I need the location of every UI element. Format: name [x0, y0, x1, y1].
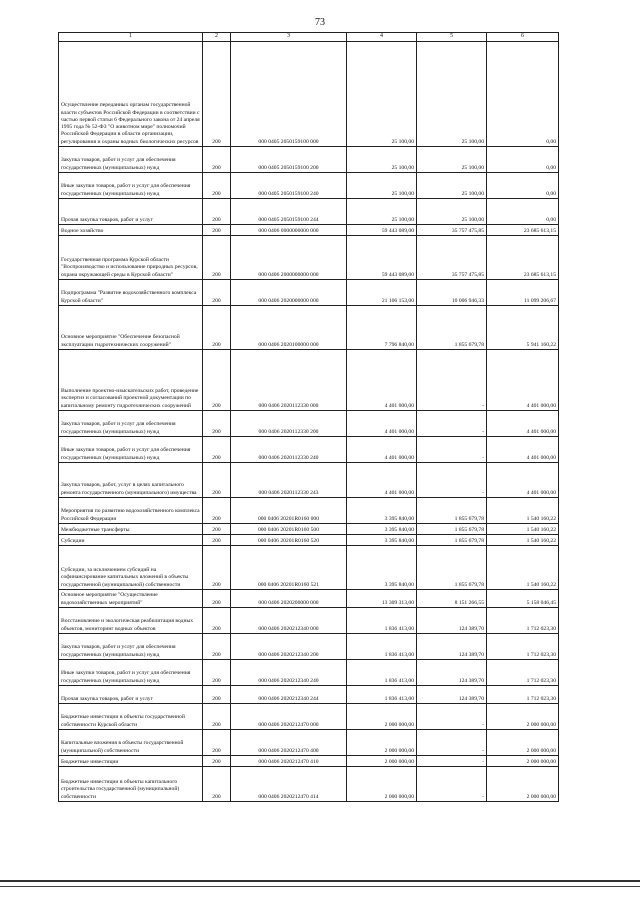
row-executed-cell: -: [417, 437, 487, 463]
row-kbk-cell: 000 0406 2020212340 000: [231, 608, 347, 634]
table-row: [59, 350, 559, 411]
row-executed-cell: -: [417, 730, 487, 756]
row-executed-cell: 124 389,70: [417, 634, 487, 660]
row-kbk-cell: 000 0406 2020112330 243: [231, 463, 347, 498]
row-name-cell: Иные закупки товаров, работ и услуг для обеспечения государственных (муниципальных) нужд: [59, 437, 203, 463]
row-kbk-cell: 000 0405 2050159100 000: [231, 42, 347, 147]
row-name-cell: Закупка товаров, работ и услуг для обеспечения государственных (муниципальных) нужд: [59, 634, 203, 660]
row-remaining-cell: 0,00: [487, 147, 559, 173]
row-remaining-cell: 0,00: [487, 42, 559, 147]
row-code-cell: 200: [203, 236, 231, 280]
table-header-row: [59, 33, 559, 42]
row-planned-cell: 4 401 000,00: [347, 411, 417, 437]
row-remaining-cell: 11 099 206,67: [487, 280, 559, 306]
row-kbk-cell: 000 0406 2020112330 240: [231, 437, 347, 463]
row-remaining-cell: 1 712 023,30: [487, 634, 559, 660]
row-planned-cell: 1 836 413,00: [347, 634, 417, 660]
row-remaining-cell: 2 000 000,00: [487, 704, 559, 730]
page-number: 73: [315, 17, 325, 28]
row-kbk-cell: 000 0406 2020212470 400: [231, 730, 347, 756]
row-planned-cell: 25 100,00: [347, 42, 417, 147]
row-name-cell: Выполнение проектно-изыскательских работ, проведение экспертиз и согласований проектной документации по капитальному ремонту гидротехнических сооружений: [59, 350, 203, 411]
row-kbk-cell: 000 0406 20201R0160 000: [231, 498, 347, 524]
table-row: [59, 634, 559, 660]
row-remaining-cell: 0,00: [487, 173, 559, 199]
row-remaining-cell: 0,00: [487, 199, 559, 225]
row-planned-cell: 3 395 840,00: [347, 498, 417, 524]
table-row: [59, 608, 559, 634]
row-kbk-cell: 000 0406 2020212340 240: [231, 660, 347, 686]
row-kbk-cell: 000 0406 2020212470 414: [231, 767, 347, 802]
row-name-cell: Мероприятия по развитию водохозяйственного комплекса Российской Федерации: [59, 498, 203, 524]
row-executed-cell: -: [417, 411, 487, 437]
row-remaining-cell: 1 540 160,22: [487, 535, 559, 546]
row-code-cell: 200: [203, 608, 231, 634]
row-name-cell: Основное мероприятие "Обеспечение безопасной эксплуатации гидротехнических сооружений": [59, 306, 203, 350]
table-row: [59, 590, 559, 608]
row-kbk-cell: 000 0406 2020100000 000: [231, 306, 347, 350]
row-planned-cell: 2 000 000,00: [347, 767, 417, 802]
row-planned-cell: 3 395 840,00: [347, 524, 417, 535]
column-header: 6: [487, 33, 559, 42]
row-code-cell: 200: [203, 437, 231, 463]
row-kbk-cell: 000 0405 2050159100 244: [231, 199, 347, 225]
row-kbk-cell: 000 0406 20201R0160 520: [231, 535, 347, 546]
table-row: [59, 463, 559, 498]
row-planned-cell: 1 836 413,00: [347, 686, 417, 704]
row-name-cell: Подпрограмма "Развитие водохозяйственного комплекса Курской области": [59, 280, 203, 306]
row-executed-cell: 1 855 679,78: [417, 524, 487, 535]
row-kbk-cell: 000 0406 2020200000 000: [231, 590, 347, 608]
row-remaining-cell: 23 685 613,15: [487, 236, 559, 280]
row-name-cell: Прочая закупка товаров, работ и услуг: [59, 199, 203, 225]
row-name-cell: Прочая закупка товаров, работ и услуг: [59, 686, 203, 704]
table-row: [59, 535, 559, 546]
row-name-cell: Бюджетные инвестиции в объекты капитального строительства государственной (муниципальной) собственности: [59, 767, 203, 802]
row-executed-cell: 8 151 266,55: [417, 590, 487, 608]
row-executed-cell: 1 855 679,78: [417, 535, 487, 546]
row-executed-cell: 25 100,00: [417, 199, 487, 225]
row-kbk-cell: 000 0406 2020000000 000: [231, 280, 347, 306]
row-remaining-cell: 1 540 160,22: [487, 498, 559, 524]
table-row: [59, 173, 559, 199]
row-kbk-cell: 000 0406 2020212340 244: [231, 686, 347, 704]
row-planned-cell: 4 401 000,00: [347, 463, 417, 498]
column-header: 2: [203, 33, 231, 42]
row-code-cell: 200: [203, 498, 231, 524]
row-kbk-cell: 000 0406 0000000000 000: [231, 225, 347, 236]
row-planned-cell: 59 443 089,00: [347, 236, 417, 280]
row-code-cell: 200: [203, 280, 231, 306]
row-executed-cell: 1 855 679,78: [417, 306, 487, 350]
row-code-cell: 200: [203, 42, 231, 147]
row-remaining-cell: 23 685 613,15: [487, 225, 559, 236]
row-code-cell: 200: [203, 634, 231, 660]
row-name-cell: Субсидии: [59, 535, 203, 546]
row-code-cell: 200: [203, 463, 231, 498]
table-row: [59, 411, 559, 437]
table-row: [59, 42, 559, 147]
row-name-cell: Капитальные вложения в объекты государственной (муниципальной) собственности: [59, 730, 203, 756]
row-executed-cell: -: [417, 350, 487, 411]
row-executed-cell: 35 757 475,85: [417, 225, 487, 236]
row-code-cell: 200: [203, 730, 231, 756]
row-planned-cell: 7 796 840,00: [347, 306, 417, 350]
table-row: [59, 498, 559, 524]
row-code-cell: 200: [203, 411, 231, 437]
column-header: 3: [231, 33, 347, 42]
table-row: [59, 236, 559, 280]
row-kbk-cell: 000 0406 2020112330 000: [231, 350, 347, 411]
row-code-cell: 200: [203, 535, 231, 546]
row-code-cell: 200: [203, 147, 231, 173]
row-name-cell: Бюджетные инвестиции: [59, 756, 203, 767]
row-remaining-cell: 2 000 000,00: [487, 756, 559, 767]
row-planned-cell: 1 836 413,00: [347, 608, 417, 634]
row-remaining-cell: 4 401 000,00: [487, 411, 559, 437]
row-executed-cell: 1 855 679,78: [417, 498, 487, 524]
row-executed-cell: -: [417, 463, 487, 498]
table-row: [59, 225, 559, 236]
row-planned-cell: 2 000 000,00: [347, 730, 417, 756]
row-name-cell: Иные закупки товаров, работ и услуг для обеспечения государственных (муниципальных) нужд: [59, 660, 203, 686]
table-row: [59, 437, 559, 463]
row-code-cell: 200: [203, 199, 231, 225]
row-remaining-cell: 4 401 000,00: [487, 463, 559, 498]
row-planned-cell: 25 100,00: [347, 199, 417, 225]
table-row: [59, 704, 559, 730]
row-remaining-cell: 1 712 023,30: [487, 608, 559, 634]
row-executed-cell: 10 006 946,33: [417, 280, 487, 306]
row-kbk-cell: 000 0406 2020112330 200: [231, 411, 347, 437]
table-row: [59, 756, 559, 767]
table-row: [59, 306, 559, 350]
row-executed-cell: 25 100,00: [417, 42, 487, 147]
table-row: [59, 280, 559, 306]
row-name-cell: Закупка товаров, работ и услуг для обеспечения государственных (муниципальных) нужд: [59, 147, 203, 173]
column-header: 1: [59, 33, 203, 42]
row-code-cell: 200: [203, 660, 231, 686]
row-name-cell: Иные закупки товаров, работ и услуг для обеспечения государственных (муниципальных) нужд: [59, 173, 203, 199]
row-executed-cell: 25 100,00: [417, 147, 487, 173]
row-remaining-cell: 2 000 000,00: [487, 767, 559, 802]
row-planned-cell: 2 000 000,00: [347, 704, 417, 730]
row-kbk-cell: 000 0406 20201R0160 500: [231, 524, 347, 535]
row-executed-cell: -: [417, 704, 487, 730]
table-row: [59, 686, 559, 704]
row-code-cell: 200: [203, 225, 231, 236]
row-executed-cell: 124 389,70: [417, 660, 487, 686]
row-executed-cell: 124 389,70: [417, 686, 487, 704]
row-planned-cell: 25 100,00: [347, 173, 417, 199]
row-remaining-cell: 4 401 000,00: [487, 437, 559, 463]
row-executed-cell: 35 757 475,85: [417, 236, 487, 280]
row-name-cell: Закупка товаров, работ, услуг в целях капитального ремонта государственного (муниципального) имущества: [59, 463, 203, 498]
column-header: 4: [347, 33, 417, 42]
row-name-cell: Основное мероприятие "Осуществление водохозяйственных мероприятий": [59, 590, 203, 608]
row-code-cell: 200: [203, 350, 231, 411]
row-code-cell: 200: [203, 767, 231, 802]
bottom-rule: [0, 886, 640, 887]
row-remaining-cell: 5 941 160,22: [487, 306, 559, 350]
row-kbk-cell: 000 0406 2020212340 200: [231, 634, 347, 660]
row-remaining-cell: 1 712 023,30: [487, 686, 559, 704]
table-row: [59, 730, 559, 756]
row-executed-cell: 1 855 679,78: [417, 546, 487, 590]
row-code-cell: 200: [203, 756, 231, 767]
row-executed-cell: -: [417, 756, 487, 767]
row-planned-cell: 3 395 840,00: [347, 535, 417, 546]
bottom-rule: [0, 880, 640, 882]
row-kbk-cell: 000 0406 20201R0160 521: [231, 546, 347, 590]
row-remaining-cell: 1 540 160,22: [487, 524, 559, 535]
table-row: [59, 767, 559, 802]
row-remaining-cell: 5 158 046,45: [487, 590, 559, 608]
row-code-cell: 200: [203, 173, 231, 199]
row-planned-cell: 4 401 000,00: [347, 350, 417, 411]
row-code-cell: 200: [203, 524, 231, 535]
row-planned-cell: 13 309 313,00: [347, 590, 417, 608]
row-remaining-cell: 2 000 000,00: [487, 730, 559, 756]
row-executed-cell: 25 100,00: [417, 173, 487, 199]
row-remaining-cell: 4 401 000,00: [487, 350, 559, 411]
row-executed-cell: -: [417, 767, 487, 802]
row-name-cell: Межбюджетные трансферты: [59, 524, 203, 535]
row-kbk-cell: 000 0406 2000000000 000: [231, 236, 347, 280]
row-name-cell: Закупка товаров, работ и услуг для обеспечения государственных (муниципальных) нужд: [59, 411, 203, 437]
row-planned-cell: 59 443 089,00: [347, 225, 417, 236]
row-remaining-cell: 1 712 023,30: [487, 660, 559, 686]
row-code-cell: 200: [203, 704, 231, 730]
table-row: [59, 199, 559, 225]
row-code-cell: 200: [203, 546, 231, 590]
row-name-cell: Осуществление переданных органам государственной власти субъектов Российской Федерации в соответствии с частью первой статьи 6 Федерального закона от 24 апреля 1995 года № 52-ФЗ "О животном мире" полномочий Российской Федерации в области организации, регулирования и охраны водных биологических ресурсов: [59, 42, 203, 147]
row-planned-cell: 25 100,00: [347, 147, 417, 173]
row-planned-cell: 21 106 153,00: [347, 280, 417, 306]
table-row: [59, 546, 559, 590]
row-name-cell: Бюджетные инвестиции в объекты государственной собственности Курской области: [59, 704, 203, 730]
row-code-cell: 200: [203, 686, 231, 704]
row-name-cell: Восстановление и экологическая реабилитация водных объектов, мониторинг водных объектов: [59, 608, 203, 634]
row-code-cell: 200: [203, 306, 231, 350]
table-row: [59, 147, 559, 173]
row-planned-cell: 2 000 000,00: [347, 756, 417, 767]
row-kbk-cell: 000 0405 2050159100 200: [231, 147, 347, 173]
row-name-cell: Субсидии, за исключением субсидий на софинансирование капитальных вложений в объекты государственной (муниципальной) собственности: [59, 546, 203, 590]
row-planned-cell: 4 401 000,00: [347, 437, 417, 463]
row-planned-cell: 3 395 840,00: [347, 546, 417, 590]
row-code-cell: 200: [203, 590, 231, 608]
row-remaining-cell: 1 540 160,22: [487, 546, 559, 590]
row-kbk-cell: 000 0405 2050159100 240: [231, 173, 347, 199]
budget-execution-table: [58, 32, 559, 802]
row-kbk-cell: 000 0406 2020212470 410: [231, 756, 347, 767]
table-row: [59, 524, 559, 535]
row-planned-cell: 1 836 413,00: [347, 660, 417, 686]
column-header: 5: [417, 33, 487, 42]
row-executed-cell: 124 389,70: [417, 608, 487, 634]
row-name-cell: Государственная программа Курской области "Воспроизводство и использование природных ресурсов, охрана окружающей среды в Курской области": [59, 236, 203, 280]
row-name-cell: Водное хозяйство: [59, 225, 203, 236]
row-kbk-cell: 000 0406 2020212470 000: [231, 704, 347, 730]
table-row: [59, 660, 559, 686]
